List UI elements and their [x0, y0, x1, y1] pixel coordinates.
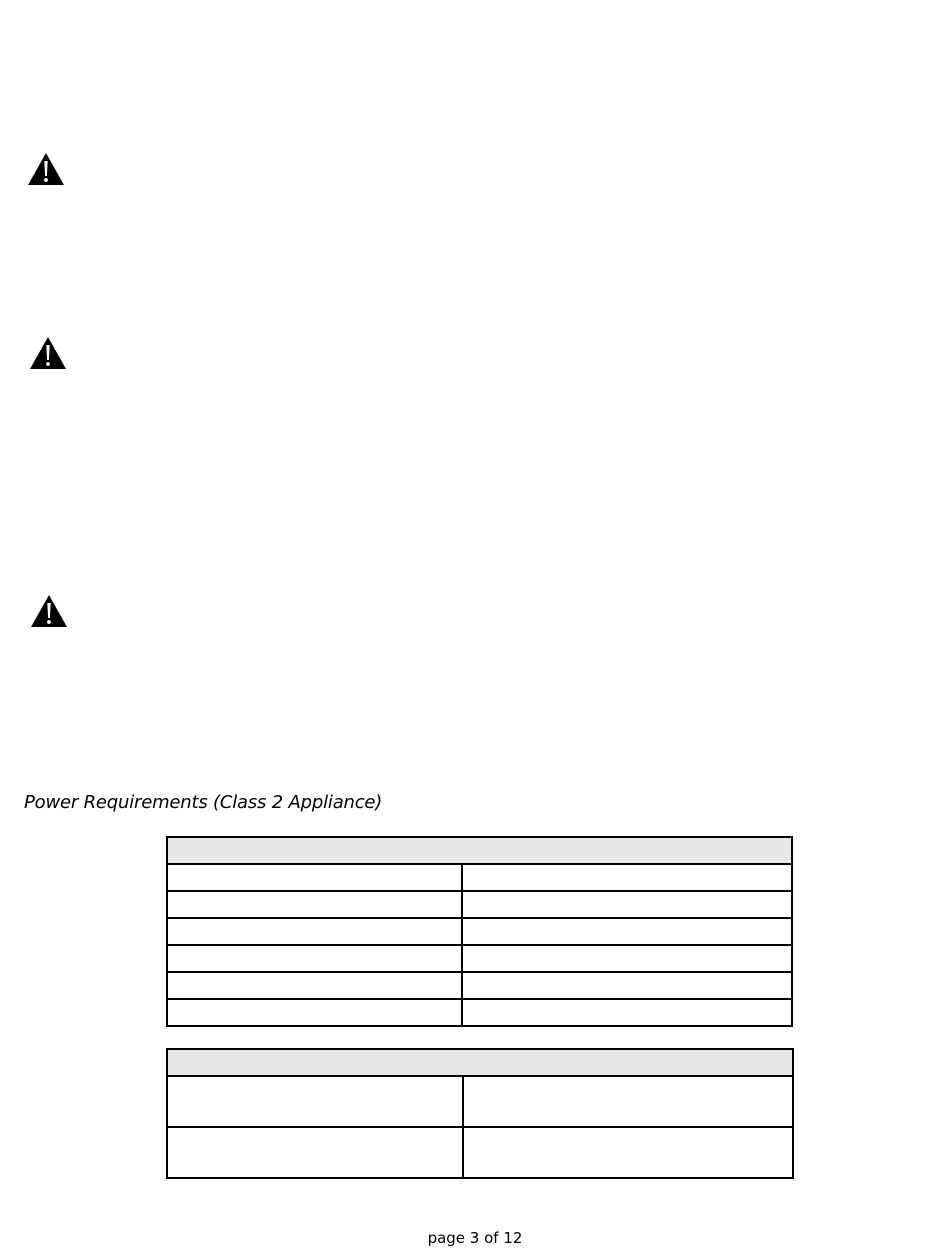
table-cell — [167, 891, 462, 918]
table-cell — [167, 1127, 463, 1178]
table-cell — [167, 945, 462, 972]
warning-triangle-icon — [29, 593, 69, 629]
table-cell — [167, 972, 462, 999]
power-requirements-heading: Power Requirements (Class 2 Appliance) — [24, 792, 383, 813]
table-row — [167, 864, 792, 891]
table-cell — [463, 1076, 793, 1127]
warning-triangle-icon — [26, 151, 66, 187]
table-cell — [167, 918, 462, 945]
table-cell — [462, 972, 792, 999]
table-row — [167, 1076, 793, 1127]
table-row — [167, 1127, 793, 1178]
table-row — [167, 918, 792, 945]
page-number: page 3 of 12 — [427, 1229, 523, 1247]
table-cell — [462, 999, 792, 1026]
table-row — [167, 999, 792, 1026]
table-cell — [462, 918, 792, 945]
table-cell — [167, 999, 462, 1026]
table-row — [167, 891, 792, 918]
table-header — [167, 1049, 793, 1076]
table-cell — [462, 945, 792, 972]
table-cell — [167, 1076, 463, 1127]
table-row — [167, 972, 792, 999]
table-cell — [462, 864, 792, 891]
secondary-specs-table — [166, 1048, 794, 1179]
table-row — [167, 945, 792, 972]
table-cell — [462, 891, 792, 918]
table-header — [167, 837, 792, 864]
warning-triangle-icon — [28, 335, 68, 371]
table-cell — [463, 1127, 793, 1178]
table-cell — [167, 864, 462, 891]
power-specs-table — [166, 836, 793, 1027]
